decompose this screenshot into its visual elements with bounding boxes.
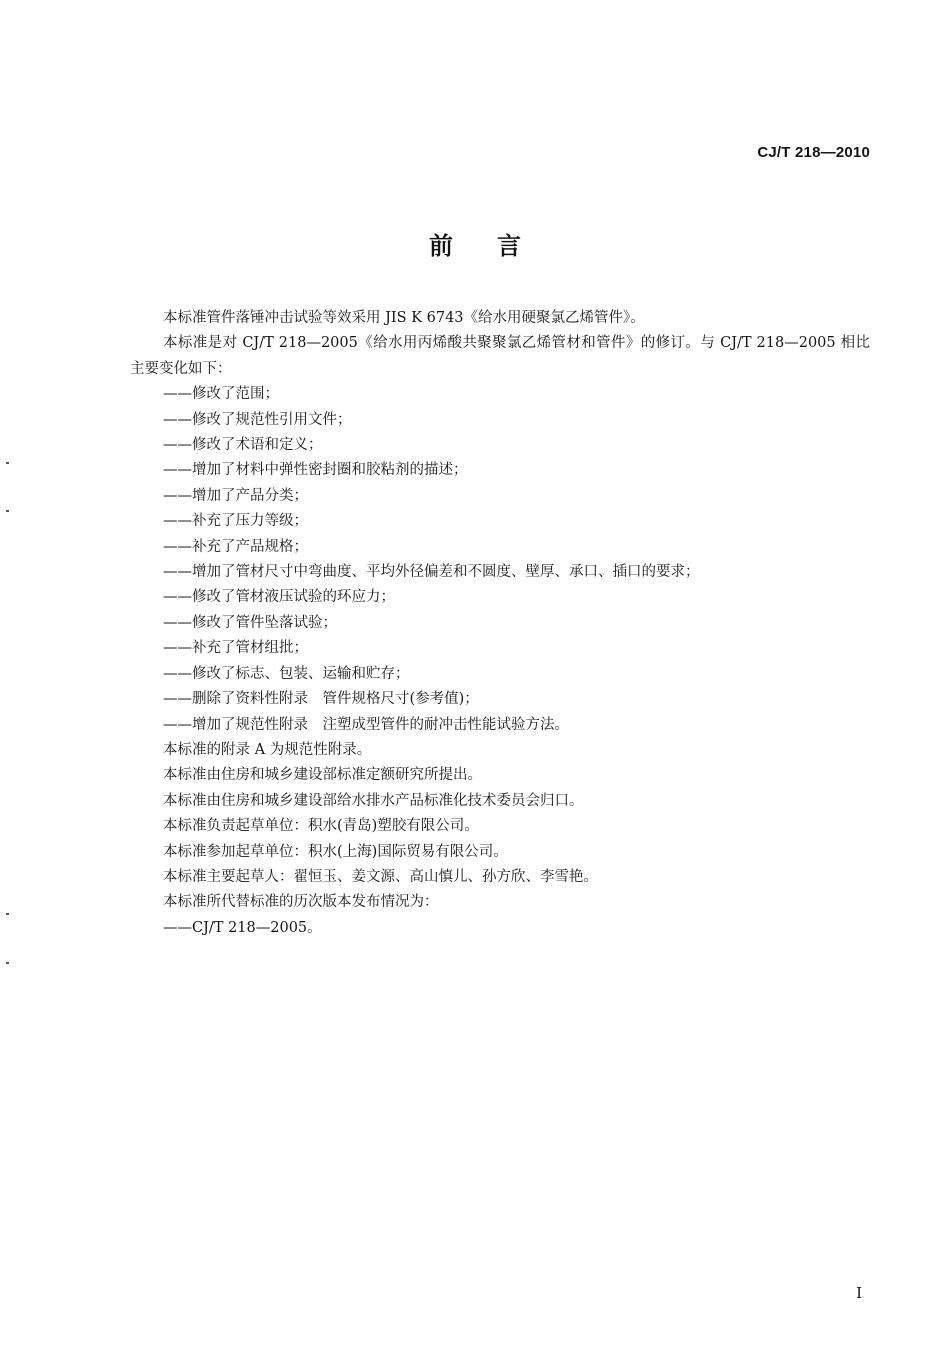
scan-mark <box>6 462 9 464</box>
paragraph-revision: 本标准是对 CJ/T 218—2005《给水用丙烯酸共聚聚氯乙烯管材和管件》的修订。与 CJ/T 218—2005 相比主要变化如下： <box>130 335 870 377</box>
note-drafters: 本标准主要起草人：翟恒玉、姜文源、高山慎儿、孙方欣、李雪艳。 <box>163 868 598 885</box>
change-item: ——修改了范围； <box>163 386 279 403</box>
document-body <box>130 306 870 941</box>
scan-mark <box>6 913 9 915</box>
note-proposed-by: 本标准由住房和城乡建设部标准定额研究所提出。 <box>163 767 482 784</box>
document-code: CJ/T 218—2010 <box>757 144 870 161</box>
note-centralized-by: 本标准由住房和城乡建设部给水排水产品标准化技术委员会归口。 <box>163 792 584 809</box>
change-item: ——增加了产品分类； <box>163 487 308 504</box>
page-number: I <box>856 1284 862 1302</box>
change-item: ——补充了管材组批； <box>163 640 308 657</box>
change-item: ——增加了管材尺寸中弯曲度、平均外径偏差和不圆度、壁厚、承口、插口的要求； <box>163 564 700 581</box>
note-drafting-unit: 本标准负责起草单位：积水(青岛)塑胶有限公司。 <box>163 818 479 835</box>
scan-mark <box>6 510 9 512</box>
note-participating-unit: 本标准参加起草单位：积水(上海)国际贸易有限公司。 <box>163 843 508 860</box>
change-item: ——增加了材料中弹性密封圈和胶粘剂的描述； <box>163 462 468 479</box>
change-item: ——删除了资料性附录 管件规格尺寸(参考值)； <box>163 691 479 708</box>
change-item: ——补充了产品规格； <box>163 538 308 555</box>
scan-mark <box>6 962 9 964</box>
change-item: ——修改了规范性引用文件； <box>163 411 352 428</box>
change-item: ——修改了术语和定义； <box>163 437 323 454</box>
note-history: 本标准所代替标准的历次版本发布情况为： <box>163 894 439 911</box>
change-item: ——增加了规范性附录 注塑成型管件的耐冲击性能试验方法。 <box>163 716 569 733</box>
paragraph-adoption: 本标准管件落锤冲击试验等效采用 JIS K 6743《给水用硬聚氯乙烯管件》。 <box>163 310 645 326</box>
change-item: ——修改了标志、包装、运输和贮存； <box>163 665 410 682</box>
note-appendix: 本标准的附录 A 为规范性附录。 <box>163 741 372 758</box>
change-item: ——修改了管件坠落试验； <box>163 614 337 631</box>
history-item: ——CJ/T 218—2005。 <box>163 919 322 936</box>
page-title: 前言 <box>429 232 565 260</box>
change-item: ——修改了管材液压试验的环应力； <box>163 589 395 606</box>
change-item: ——补充了压力等级； <box>163 513 308 530</box>
